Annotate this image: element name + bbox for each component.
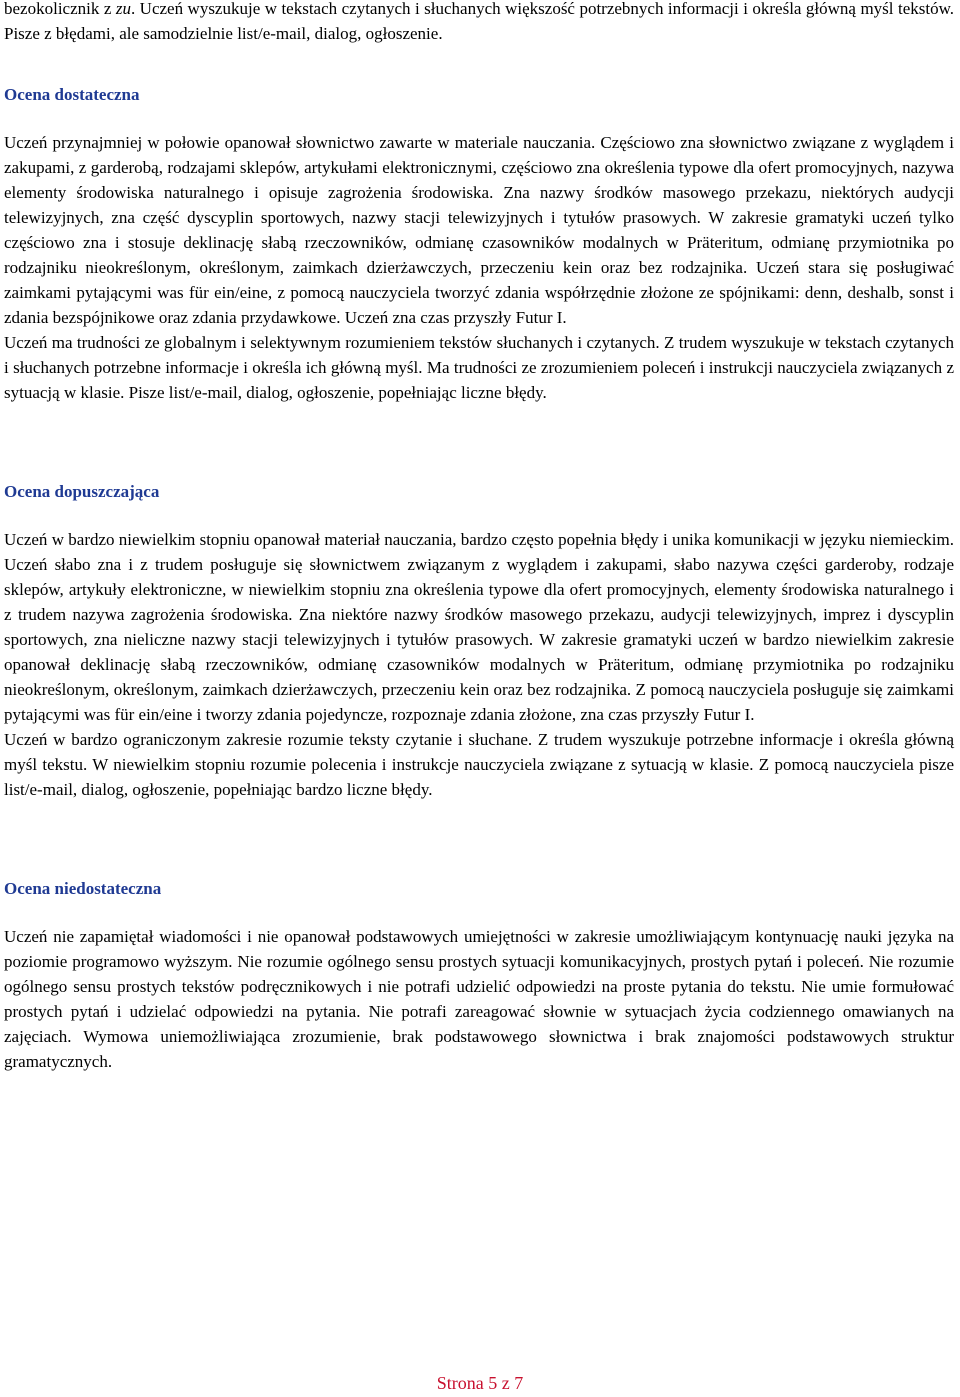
page-number-label: Strona 5 z 7 (436, 1373, 524, 1393)
section-heading: Ocena dostateczna (4, 85, 140, 104)
section-ocena-dostateczna (4, 82, 954, 405)
intro-paragraph (4, 0, 954, 46)
section-paragraph: Uczeń nie zapamiętał wiadomości i nie opanował podstawowych umiejętności w zakresie umożliwiającym kontynuację nauki języka na poziomie programowo wyższym. Nie rozumie ogólnego sensu prostych sytuacji komunikacyjnych, prostych pytań i poleceń. Nie rozumie ogólnego sensu prostych tekstów podręcznikowych i nie potrafi udzielić odpowiedzi na proste pytania do tekstu. Nie umie formułować prostych pytań i udzielać odpowiedzi na pytania. Nie potrafi zareagować słownie w sytuacjach życia codziennego omawianych na zajęciach. Wymowa uniemożliwiająca zrozumienie, brak podstawowego słownictwa i brak znajomości podstawowych struktur gramatycznych. (4, 927, 954, 1071)
intro-lead: bezokolicznik z (4, 0, 116, 18)
spacer (4, 405, 954, 479)
section-heading: Ocena dopuszczająca (4, 482, 160, 501)
section-paragraph: Uczeń ma trudności ze globalnym i selektywnym rozumieniem tekstów słuchanych i czytanych. Z trudem wyszukuje w tekstach czytanych i słuchanych potrzebne informacje i określa ich główną myśl. Ma trudności ze zrozumieniem poleceń i instrukcji nauczyciela związanych z sytuacją w klasie. Pisze list/e-mail, dialog, ogłoszenie, popełniając liczne błędy. (4, 333, 954, 402)
section-paragraph: Uczeń przynajmniej w połowie opanował słownictwo zawarte w materiale nauczania. Częściowo zna słownictwo związane z wyglądem i zakupami, z garderobą, rodzajami sklepów, artykułami elektronicznymi, częściowo zna określenia typowe dla ofert promocyjnych, nazywa elementy środowiska naturalnego i opisuje zagrożenia środowiska. Zna nazwy środków masowego przekazu, niektórych audycji telewizyjnych, zna część dyscyplin sportowych, nazwy stacji telewizyjnych i tytułów prasowych. W zakresie gramatyki uczeń tylko częściowo zna i stosuje deklinację słabą rzeczowników, odmianę czasowników modalnych w Präteritum, odmianę przymiotnika po rodzajniku nieokreślonym, określonym, zaimkach dzierżawczych, przeczeniu kein oraz bez rodzajnika. Uczeń stara się posługiwać zaimkami pytającymi was für ein/eine, z pomocą nauczyciela tworzyć zdania współrzędnie złożone ze spójnikami: denn, deshalb, sonst i zdania bezspójnikowe oraz zdania przydawkowe. Uczeń zna czas przyszły Futur I. (4, 133, 954, 327)
document-page (4, 0, 954, 1074)
section-ocena-dopuszczajaca (4, 479, 954, 802)
section-paragraph: Uczeń w bardzo niewielkim stopniu opanował materiał nauczania, bardzo często popełnia błędy i unika komunikacji w języku niemieckim. Uczeń słabo zna i z trudem posługuje się słownictwem związanym z wyglądem i zakupami, słabo nazywa części garderoby, rodzaje sklepów, artykuły elektroniczne, w niewielkim stopniu zna określenia typowe dla ofert promocyjnych, elementy środowiska naturalnego i z trudem nazywa zagrożenia środowiska. Zna niektóre nazwy środków masowego przekazu, audycji telewizyjnych, imprez i dyscyplin sportowych, zna nieliczne nazwy stacji telewizyjnych i tytułów prasowych. W zakresie gramatyki uczeń w bardzo niewielkim zakresie opanował deklinację słabą rzeczowników, odmianę czasowników modalnych w Präteritum, odmianę przymiotnika po rodzajniku nieokreślonym, określonym, zaimkach dzierżawczych, przeczeniu kein oraz bez rodzajnika. Z pomocą nauczyciela posługuje się zaimkami pytającymi was für ein/eine i tworzy zdania pojedyncze, rozpoznaje zdania złożone, zna czas przyszły Futur I. (4, 530, 954, 724)
intro-rest: . Uczeń wyszukuje w tekstach czytanych i słuchanych większość potrzebnych informacji i określa główną myśl tekstów. Pisze z błędami, ale samodzielnie list/e-mail, dialog, ogłoszenie. (4, 0, 954, 43)
section-heading: Ocena niedostateczna (4, 879, 162, 898)
section-ocena-niedostateczna (4, 876, 954, 1074)
intro-lead-italic: zu (115, 0, 131, 18)
page-footer (0, 1371, 960, 1396)
spacer (4, 802, 954, 876)
section-paragraph: Uczeń w bardzo ograniczonym zakresie rozumie teksty czytanie i słuchane. Z trudem wyszukuje potrzebne informacje i określa główną myśl tekstu. W niewielkim stopniu rozumie polecenia i instrukcje nauczyciela związane z sytuacją w klasie. Z pomocą nauczyciela pisze list/e-mail, dialog, ogłoszenie, popełniając bardzo liczne błędy. (4, 730, 954, 799)
